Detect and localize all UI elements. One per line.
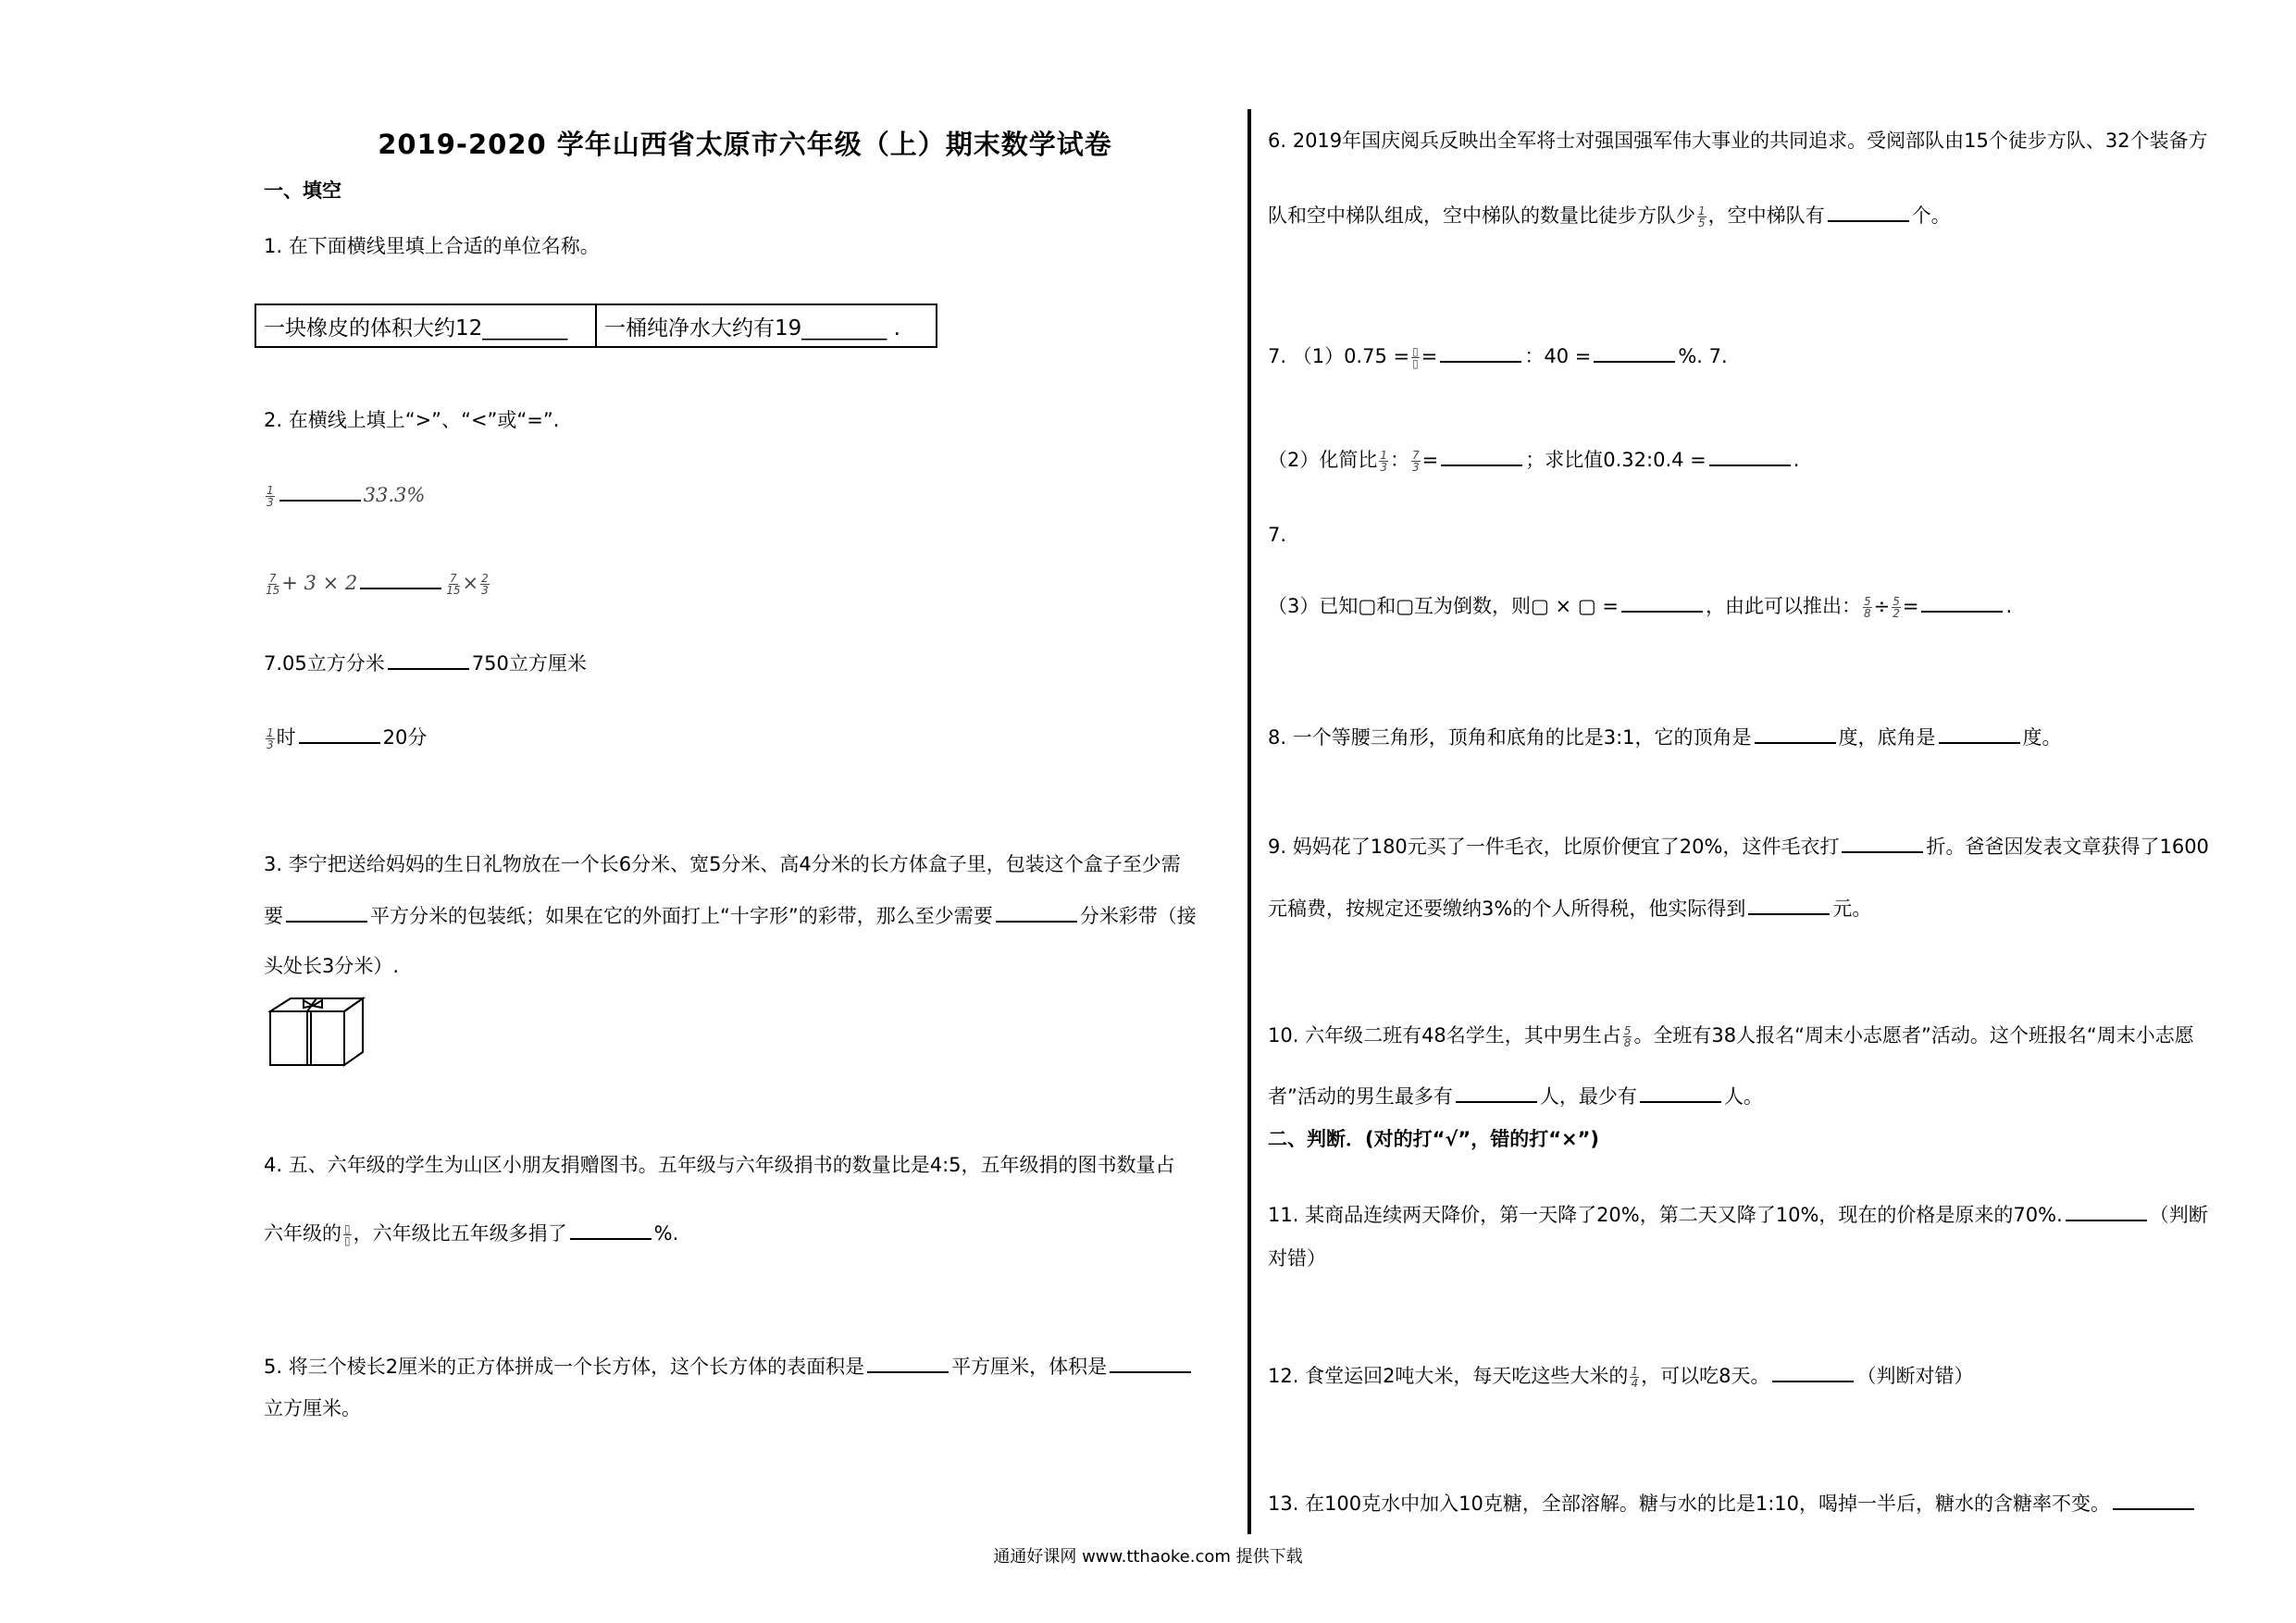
question-2-c: 7.05立方分米 750立方厘米 — [264, 650, 587, 677]
answer-blank[interactable] — [1110, 1353, 1191, 1373]
fraction: $\frac{2}{3}$ — [481, 571, 489, 597]
answer-blank[interactable] — [1921, 592, 2003, 613]
question-7-1: 7. （1）0.75 = $\frac{▯}{▯}$ = ：40 = %. 7. — [1268, 342, 1728, 370]
question-11-line-2: 对错） — [1268, 1247, 1326, 1270]
answer-blank[interactable] — [1772, 1362, 1854, 1382]
page-title: 2019-2020 学年山西省太原市六年级（上）期末数学试卷 — [378, 129, 1112, 160]
column-divider — [1247, 109, 1251, 1534]
question-5-line-1: 5. 将三个棱长2厘米的正方体拼成一个长方体，这个长方体的表面积是 平方厘米，体积是 — [264, 1353, 1194, 1381]
answer-blank[interactable] — [1748, 895, 1830, 915]
fraction-placeholder: $\frac{▯}{▯}$ — [1412, 344, 1419, 370]
unit-table — [254, 304, 937, 348]
answer-blank[interactable] — [1755, 724, 1836, 744]
section-judge-title: 二、判断．(对的打“√”，错的打“×”) — [1268, 1128, 1600, 1150]
question-2-a: $\frac{1}{3}$ 33.3% — [264, 481, 425, 509]
fraction: $\frac{7}{15}$ — [266, 571, 280, 597]
question-1: 1. 在下面横线里填上合适的单位名称。 — [264, 235, 600, 257]
fraction-placeholder: $\frac{▯}{▯}$ — [344, 1221, 351, 1247]
unit-cell-eraser: 一块橡皮的体积大约12________ — [255, 304, 596, 347]
answer-blank[interactable] — [1709, 446, 1791, 466]
unit-cell-water: 一桶纯净水大约有19________ . — [596, 304, 937, 347]
answer-blank[interactable] — [1828, 202, 1909, 222]
question-4-line-1: 4. 五、六年级的学生为山区小朋友捐赠图书。五年级与六年级捐书的数量比是4:5，五年级捐的图书数量占 — [264, 1154, 1175, 1176]
question-7-3-label: 7. — [1268, 524, 1287, 546]
question-6-line-2: 队和空中梯队组成，空中梯队的数量比徒步方队少 $\frac{1}{5}$ ，空中梯队有 个。 — [1268, 202, 1951, 229]
fraction: $\frac{5}{8}$ — [1623, 1023, 1632, 1049]
question-2: 2. 在横线上填上“>”、“<”或“=”. — [264, 409, 560, 431]
question-9-line-2: 元稿费，按规定还要缴纳3%的个人所得税，他实际得到 元。 — [1268, 895, 1871, 923]
answer-blank[interactable] — [1640, 1083, 1721, 1103]
question-13: 13. 在100克水中加入10克糖，全部溶解。糖与水的比是1:10，喝掉一半后，糖水的含糖率不变。 — [1268, 1490, 2197, 1518]
answer-blank[interactable] — [388, 650, 469, 670]
answer-blank[interactable] — [996, 902, 1077, 923]
answer-blank[interactable] — [279, 481, 361, 502]
answer-blank[interactable] — [1594, 342, 1675, 363]
question-3-line-3: 头处长3分米）. — [264, 955, 400, 977]
fraction: $\frac{1}{3}$ — [267, 483, 274, 509]
fraction: $\frac{1}{4}$ — [1631, 1364, 1639, 1390]
question-12: 12. 食堂运回2吨大米，每天吃这些大米的 $\frac{1}{4}$ ，可以吃8天。 （判断对错） — [1268, 1362, 1973, 1390]
answer-blank[interactable] — [2113, 1490, 2194, 1510]
answer-blank[interactable] — [570, 1220, 652, 1240]
question-5-line-2: 立方厘米。 — [264, 1397, 361, 1419]
question-4-line-2: 六年级的 $\frac{▯}{▯}$ ，六年级比五年级多捐了 %. — [264, 1220, 678, 1247]
fraction: $\frac{7}{15}$ — [446, 571, 461, 597]
answer-blank[interactable] — [360, 569, 441, 589]
gift-box-icon — [268, 995, 366, 1069]
answer-blank[interactable] — [1440, 342, 1521, 363]
question-7-2: （2）化简比 $\frac{1}{3}$ ： $\frac{7}{3}$ = ；求比值0.32:0.4 = . — [1268, 446, 1799, 474]
answer-blank[interactable] — [1441, 446, 1522, 466]
question-7-3: （3）已知▢和▢互为倒数，则▢ × ▢ = ，由此可以推出： $\frac{5}{8}$ ÷ $\frac{5}{2}$ = . — [1268, 592, 2012, 620]
question-10-line-2: 者”活动的男生最多有 人，最少有 人。 — [1268, 1083, 1763, 1110]
question-2-d: $\frac{1}{3}$ 时 20分 — [264, 724, 427, 751]
answer-blank[interactable] — [1842, 833, 1923, 853]
question-3-line-2: 要 平方分米的包装纸；如果在它的外面打上“十字形”的彩带，那么至少需要 分米彩带（接 — [264, 902, 1197, 930]
answer-blank[interactable] — [1621, 592, 1703, 613]
answer-blank[interactable] — [1939, 724, 2020, 744]
question-3-line-1: 3. 李宁把送给妈妈的生日礼物放在一个长6分米、宽5分米、高4分米的长方体盒子里，包装这个盒子至少需 — [264, 853, 1181, 875]
answer-blank[interactable] — [2066, 1201, 2147, 1221]
answer-blank[interactable] — [286, 902, 367, 923]
page-footer: 通通好课网 www.tthaoke.com 提供下载 — [993, 1547, 1303, 1567]
fraction: $\frac{1}{5}$ — [1698, 204, 1706, 229]
question-6-line-1: 6. 2019年国庆阅兵反映出全军将士对强国强军伟大事业的共同追求。受阅部队由15个徒步方队、32个装备方 — [1268, 130, 2208, 152]
answer-blank[interactable] — [867, 1353, 949, 1373]
fraction: $\frac{1}{3}$ — [267, 725, 274, 751]
question-9-line-1: 9. 妈妈花了180元买了一件毛衣，比原价便宜了20%，这件毛衣打 折。爸爸因发表文章获得了1600 — [1268, 833, 2209, 861]
question-8: 8. 一个等腰三角形，顶角和底角的比是3:1，它的顶角是 度，底角是 度。 — [1268, 724, 2062, 751]
question-2-b: $\frac{7}{15}$ + 3 × 2 $\frac{7}{15}$ × $\frac{2}{3}$ — [264, 569, 491, 597]
answer-blank[interactable] — [1456, 1083, 1537, 1103]
answer-blank[interactable] — [299, 724, 380, 744]
section-fill-title: 一、填空 — [264, 180, 341, 202]
question-10-line-1: 10. 六年级二班有48名学生，其中男生占 $\frac{5}{8}$ 。全班有38人报名“周末小志愿者”活动。这个班报名“周末小志愿 — [1268, 1023, 2194, 1049]
question-11-line-1: 11. 某商品连续两天降价，第一天降了20%，第二天又降了10%，现在的价格是原来的70%. （判断 — [1268, 1201, 2208, 1229]
